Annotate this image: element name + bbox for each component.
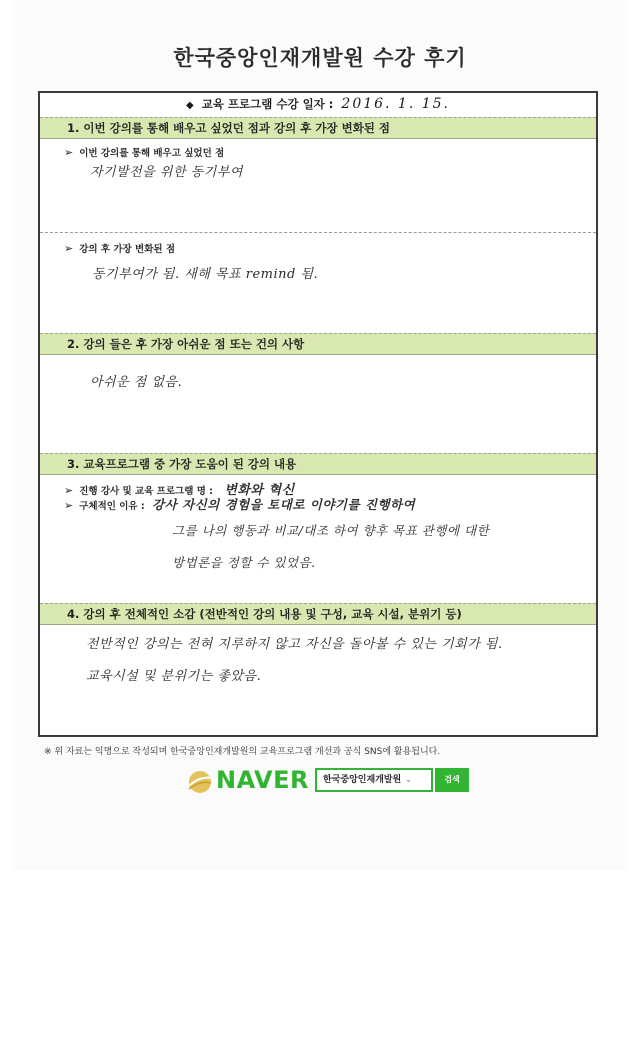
section4-header: 4. 강의 후 전체적인 소감 (전반적인 강의 내용 및 구성, 교육 시설, 분위기 등)	[40, 603, 596, 625]
divider	[40, 232, 596, 233]
review-form	[38, 91, 598, 737]
section2-answer: 아쉬운 점 없음.	[90, 375, 183, 390]
footer-note: ※ 위 자료는 익명으로 작성되며 한국중앙인재개발원의 교육프로그램 개선과 공식 SNS에 활용됩니다.	[44, 747, 441, 757]
diamond-icon: ◆	[185, 100, 194, 111]
arrow-icon: ➢	[64, 484, 74, 497]
date-label: 교육 프로그램 수강 일자 :	[201, 97, 334, 111]
date-row	[40, 93, 596, 117]
section3-sub2-label: 구체적인 이유 :	[79, 501, 145, 512]
section4-line1: 전반적인 강의는 전혀 지루하지 않고 자신을 돌아볼 수 있는 기회가 됨.	[86, 637, 503, 652]
section3-sub2	[64, 495, 415, 513]
page-title: 한국중앙인재개발원 수강 후기	[173, 46, 467, 70]
arrow-icon: ➢	[64, 242, 74, 255]
section1-sub2-answer: 동기부여가 됨. 새해 목표 remind 됨.	[92, 267, 319, 282]
section1-sub1-answer: 자기발전을 위한 동기부여	[90, 165, 243, 180]
search-input[interactable]	[315, 768, 433, 792]
section3-header: 3. 교육프로그램 중 가장 도움이 된 강의 내용	[40, 453, 596, 475]
section1-sub2	[64, 241, 175, 255]
section3-sub1-answer: 변화와 혁신	[224, 483, 295, 498]
section1-header: 1. 이번 강의를 통해 배우고 싶었던 점과 강의 후 가장 변화된 점	[40, 117, 596, 139]
section3-sub2-line3: 방법론을 정할 수 있었음.	[172, 555, 316, 570]
arrow-icon: ➢	[64, 146, 74, 159]
section3-sub2-line2: 그를 나의 행동과 비교/대조 하여 향후 목표 관행에 대한	[172, 523, 490, 538]
search-button[interactable]: 검색	[435, 768, 469, 792]
section1-sub2-label: 강의 후 가장 변화된 점	[79, 244, 176, 255]
section2-header: 2. 강의 들은 후 가장 아쉬운 점 또는 건의 사항	[40, 333, 596, 355]
chevron-down-icon: ⌄	[405, 775, 412, 784]
search-input-value: 한국중앙인재개발원	[323, 775, 402, 785]
section1-sub1	[64, 145, 224, 159]
section1-sub1-label: 이번 강의를 통해 배우고 싶었던 점	[79, 148, 225, 159]
date-value: 2016. 1. 15.	[341, 96, 451, 112]
arrow-icon: ➢	[64, 499, 74, 512]
section3-sub1-label: 진행 강사 및 교육 프로그램 명 :	[79, 486, 213, 497]
naver-logo-text: NAVER	[216, 766, 309, 794]
section3-sub2-line1: 강사 자신의 경험을 토대로 이야기를 진행하여	[152, 497, 416, 512]
section4-line2: 교육시설 및 분위기는 좋았음.	[86, 669, 262, 684]
